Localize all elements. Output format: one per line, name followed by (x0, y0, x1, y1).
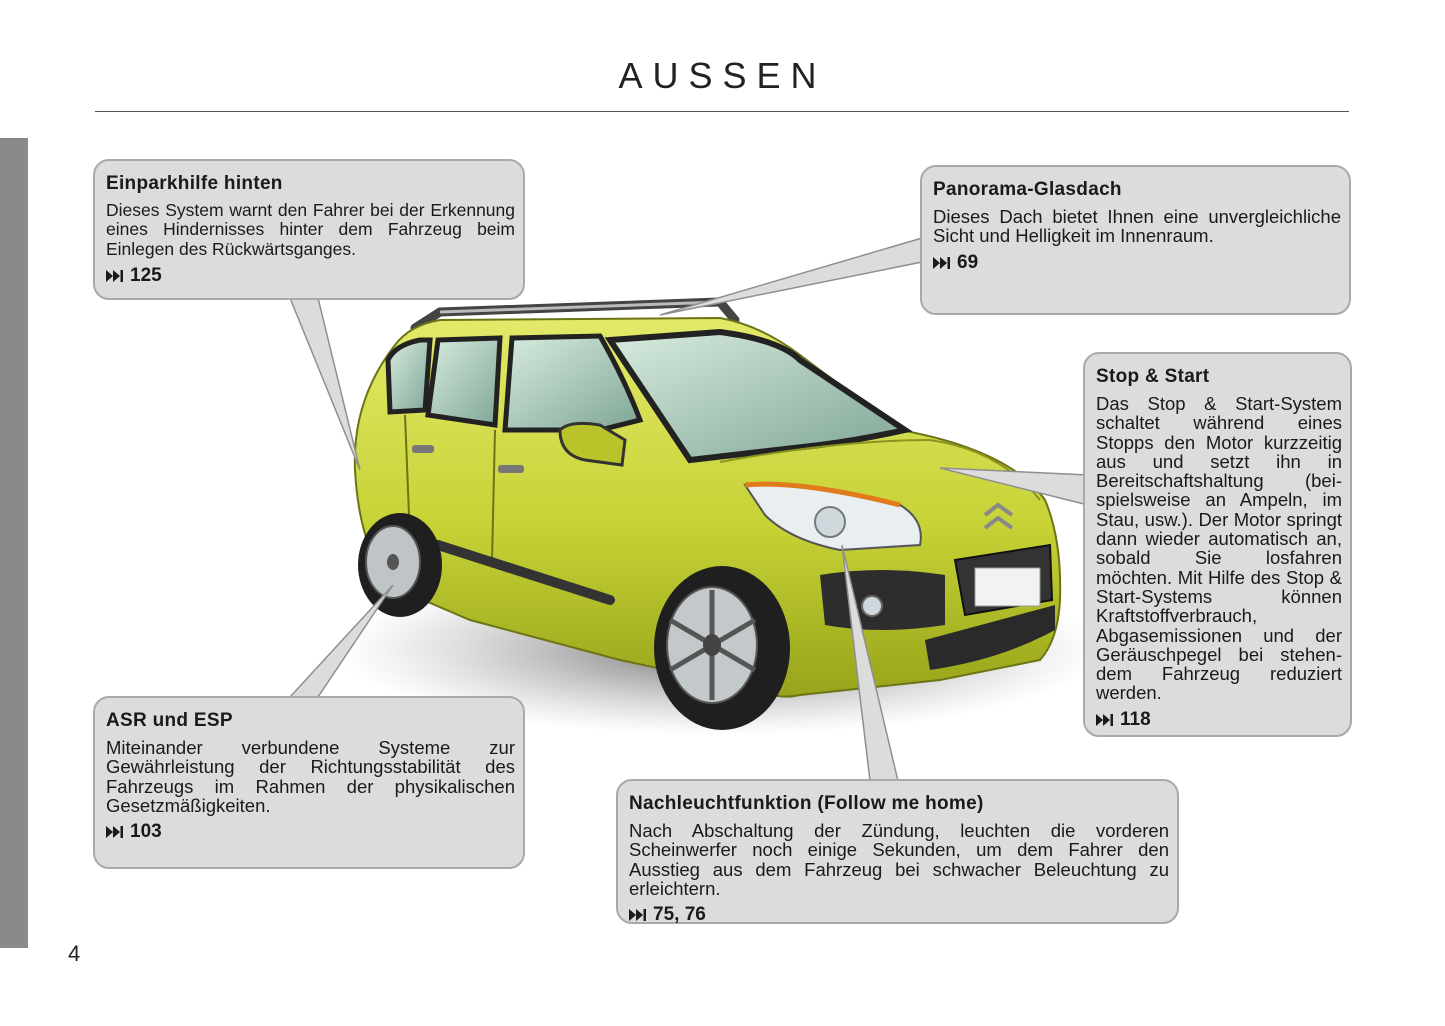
callout-text: Dieses Dach bietet Ihnen eine unvergleichliche Sicht und Helligkeit im Innenraum. (933, 206, 1341, 247)
skip-forward-icon (1096, 714, 1114, 726)
rear-wheel (358, 513, 442, 617)
callout-heading: Nachleuchtfunktion (Follow me home) (629, 793, 984, 814)
callout-heading: Panorama-Glasdach (933, 179, 1122, 200)
callout-panorama (920, 165, 1351, 315)
page-reference-number: 125 (130, 264, 162, 286)
callout-asr-esp (93, 696, 525, 869)
page-reference[interactable] (933, 252, 1341, 274)
callout-heading: Stop & Start (1096, 366, 1210, 387)
callout-text: Miteinander verbundene Systeme zur Gewährleistung der Richtungsstabilität des Fahrzeugs im Rahmen der physikalischen Gesetzmäßigkeiten. (106, 737, 515, 816)
page-reference-number: 75, 76 (653, 904, 706, 926)
page-reference[interactable] (106, 265, 515, 287)
skip-forward-icon (933, 257, 951, 269)
page-reference[interactable] (106, 821, 515, 843)
page-reference[interactable] (629, 904, 1169, 926)
callout-stop-start (1083, 352, 1352, 737)
page-number: 4 (68, 941, 81, 966)
skip-forward-icon (106, 270, 124, 282)
callout-text: Nach Abschaltung der Zündung, leuchten die vorderen Scheinwerfer noch einige Sekunden, um dem Fahrer den Ausstieg aus dem Fahrzeug bei schwacher Beleuchtung zu erleichtern. (629, 820, 1169, 899)
skip-forward-icon (629, 909, 647, 921)
page-reference[interactable] (1096, 709, 1342, 731)
page-reference-number: 118 (1120, 708, 1151, 730)
callout-heading: Einparkhilfe hinten (106, 173, 283, 194)
front-wheel (654, 566, 790, 730)
callout-text: Dieses System warnt den Fahrer bei der Erkennung eines Hindernisses hinter dem Fahrzeug beim Einlegen des Rückwärtsganges. (106, 200, 515, 259)
callout-heading: ASR und ESP (106, 710, 233, 731)
page-reference-number: 103 (130, 821, 162, 843)
skip-forward-icon (106, 826, 124, 838)
callout-text: Das Stop & Start-System schaltet während eines Stopps den Motor kurzzeitig aus und setzt ihn in Bereitschaftshaltung (beispielsweise an Ampeln, im Stau, usw.). Der Motor springt dann wieder automatisch an, sobald Sie losfahren möchten. Mit Hilfe des Stop & Start-Systems können Kraftstoffverbrauch, Abgasemissionen und der Geräuschpegel bei stehendem Fahrzeug reduziert werden. (1096, 393, 1342, 704)
page-title: AUSSEN (618, 55, 827, 96)
callout-einparkhilfe (93, 159, 525, 300)
page-reference-number: 69 (957, 251, 979, 273)
callout-follow-me-home (616, 779, 1179, 924)
